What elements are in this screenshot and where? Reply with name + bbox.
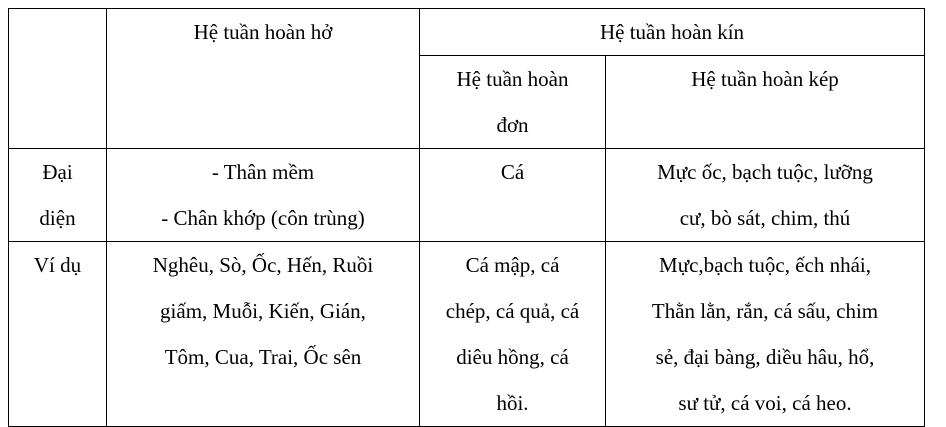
table-row-examples <box>9 242 925 427</box>
header-single-circuit: Hệ tuần hoàn đơn <box>420 56 606 149</box>
header-double-circuit: Hệ tuần hoàn kép <box>606 56 925 149</box>
cell-open-representatives: - Thân mềm - Chân khớp (côn trùng) <box>107 149 420 242</box>
circulatory-system-table <box>8 8 925 427</box>
header-closed-system: Hệ tuần hoàn kín <box>420 9 925 56</box>
cell-double-representatives: Mực ốc, bạch tuộc, lưỡng cư, bò sát, chim, thú <box>606 149 925 242</box>
cell-single-examples: Cá mập, cá chép, cá quả, cá diêu hồng, cá hồi. <box>420 242 606 427</box>
table-row-representatives <box>9 149 925 242</box>
header-open-system: Hệ tuần hoàn hở <box>107 9 420 149</box>
cell-double-examples: Mực,bạch tuộc, ếch nhái, Thằn lằn, rắn, cá sấu, chim sẻ, đại bàng, diều hâu, hổ, sư tử, cá voi, cá heo. <box>606 242 925 427</box>
cell-single-representatives: Cá <box>420 149 606 242</box>
cell-open-examples: Nghêu, Sò, Ốc, Hến, Ruồi giấm, Muỗi, Kiến, Gián, Tôm, Cua, Trai, Ốc sên <box>107 242 420 427</box>
row-label-examples: Ví dụ <box>9 242 107 427</box>
header-row-1 <box>9 9 925 56</box>
row-label-representatives: Đại diện <box>9 149 107 242</box>
empty-corner-cell <box>9 9 107 149</box>
